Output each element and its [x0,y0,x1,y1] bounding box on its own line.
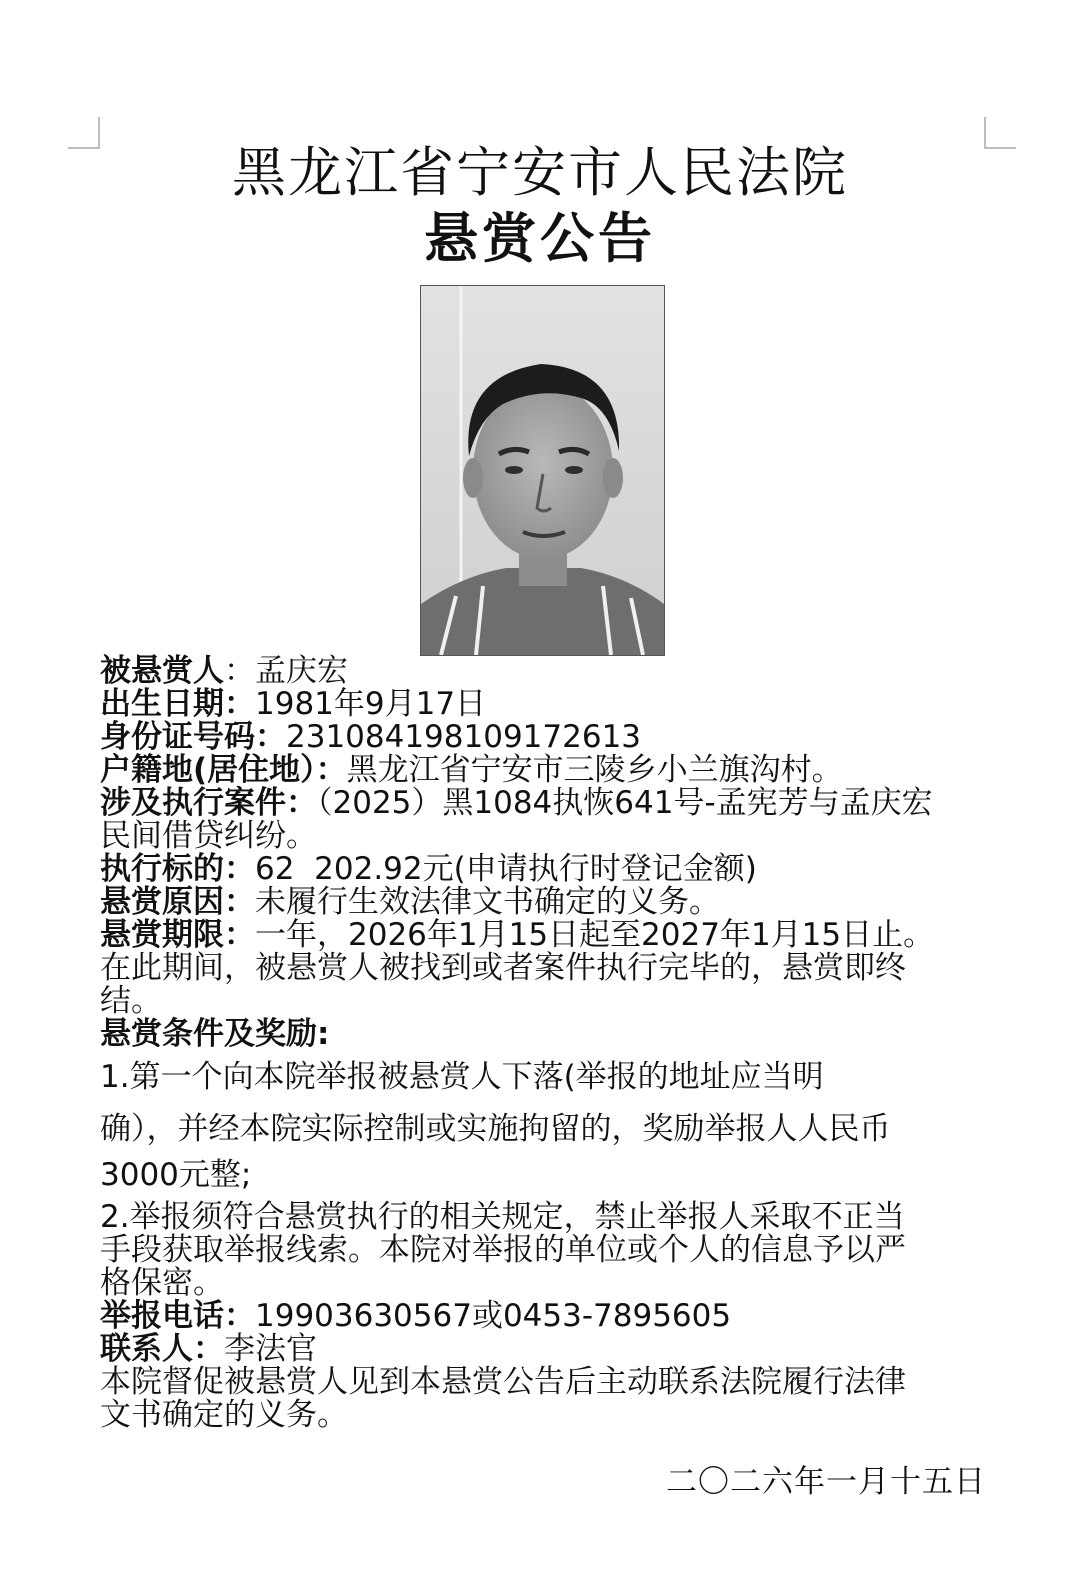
urge-line2: 文书确定的义务。 [100,1397,348,1433]
urge-line1: 本院督促被悬赏人见到本悬赏公告后主动联系法院履行法律 [100,1364,906,1400]
id-number-value: 231084198109172613 [286,719,642,755]
period-value-line2: 在此期间，被悬赏人被找到或者案件执行完毕的，悬赏即终 [100,950,906,986]
report-phone-value: 19903630567或0453-7895605 [255,1298,732,1334]
reward-item2-line3: 格保密。 [100,1265,224,1301]
period-row [100,919,990,952]
case-label: 涉及执行案件： [100,785,317,821]
reason-label: 悬赏原因： [100,884,255,920]
residence-label: 户籍地(居住地）： [100,752,347,788]
notice-title: 悬赏公告 [424,207,656,270]
period-label: 悬赏期限： [100,917,255,953]
reason-row [100,886,990,919]
contact-person-label: 联系人： [100,1331,224,1367]
person-portrait-illustration [421,286,664,655]
target-label: 执行标的： [100,851,255,887]
case-row [100,787,990,820]
wanted-name-separator: ： [224,653,255,689]
target-row [100,853,990,886]
id-number-label: 身份证号码： [100,719,286,755]
reward-item1-line1: 1.第一个向本院举报被悬赏人下落(举报的地址应当明 [100,1059,824,1095]
birth-date-row [100,688,990,721]
wanted-name-value: 孟庆宏 [255,653,348,689]
case-value-line2: 民间借贷纠纷。 [100,818,317,854]
birth-date-value: 1981年9月17日 [255,686,487,722]
wanted-person-photo [420,285,665,656]
court-name: 黑龙江省宁安市人民法院 [232,141,848,204]
notice-body [100,655,990,1432]
residence-row [100,754,990,787]
case-value-line1: （2025）黑1084执恢641号-孟宪芳与孟庆宏 [317,785,933,821]
reason-value: 未履行生效法律文书确定的义务。 [255,884,720,920]
reward-conditions-label: 悬赏条件及奖励: [100,1016,330,1052]
report-phone-row [100,1300,990,1333]
period-value-line3: 结。 [100,983,162,1019]
reward-item2-line2: 手段获取举报线索。本院对举报的单位或个人的信息予以严 [100,1232,906,1268]
period-value-line1: 一年，2026年1月15日起至2027年1月15日止。 [255,917,935,953]
reward-item1-line3: 3000元整; [100,1157,252,1193]
birth-date-label: 出生日期： [100,686,255,722]
reward-item1-line2: 确），并经本院实际控制或实施拘留的，奖励举报人人民币 [100,1111,891,1147]
contact-person-value: 李法官 [224,1331,317,1367]
notice-date: 二〇二六年一月十五日 [666,1464,986,1500]
report-phone-label: 举报电话： [100,1298,255,1334]
target-value: 62 202.92元(申请执行时登记金额) [255,851,757,887]
wanted-name-row [100,655,990,688]
id-number-row [100,721,990,754]
residence-value: 黑龙江省宁安市三陵乡小兰旗沟村。 [346,752,843,788]
contact-person-row [100,1333,990,1366]
wanted-name-label: 被悬赏人 [100,653,224,689]
reward-item2-line1: 2.举报须符合悬赏执行的相关规定，禁止举报人采取不正当 [100,1199,905,1235]
